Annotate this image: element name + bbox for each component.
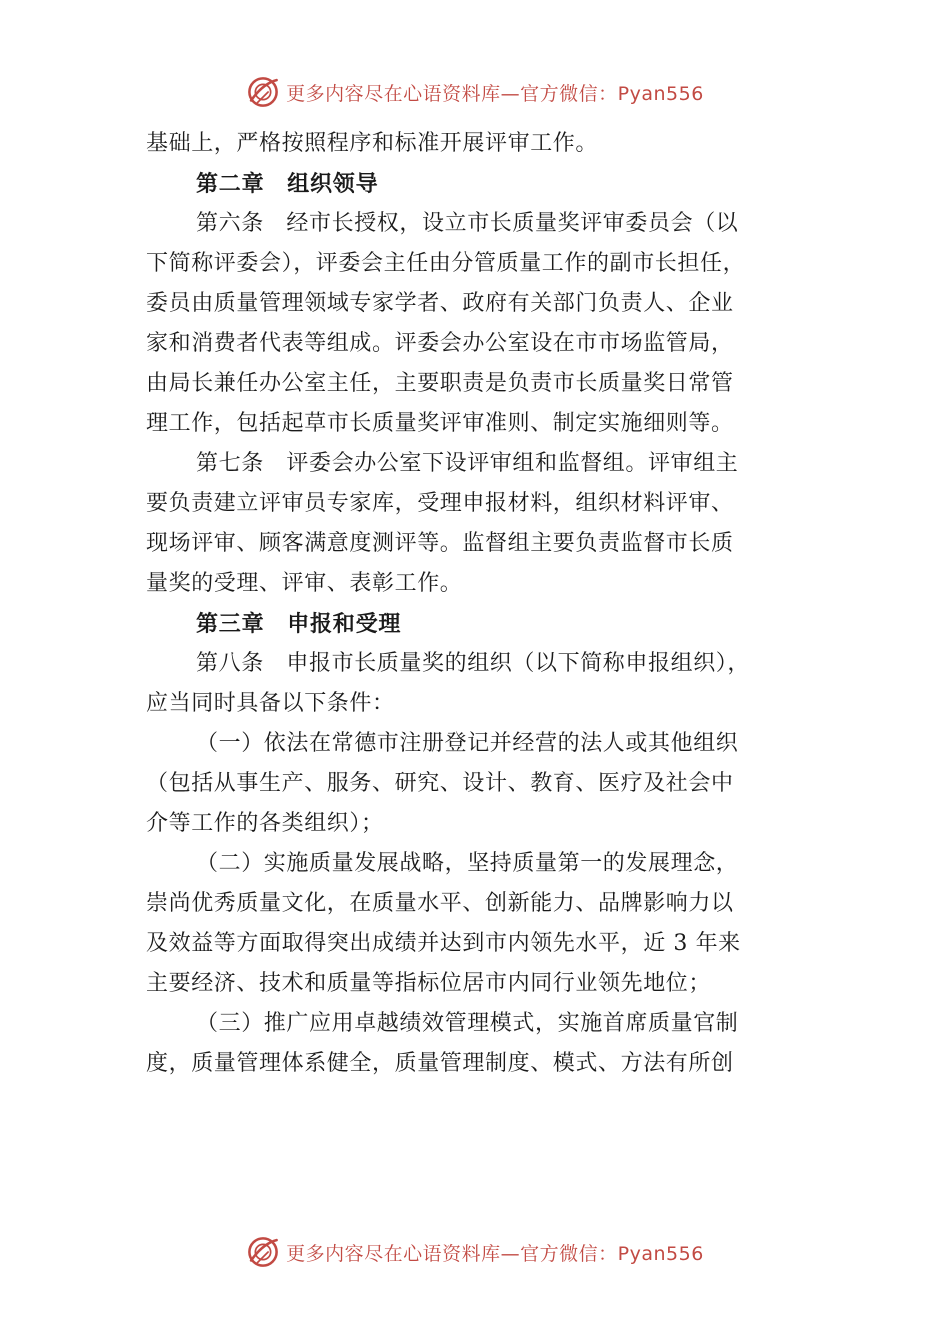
text-line: 要负责建立评审员专家库，受理申报材料，组织材料评审、 <box>146 491 734 516</box>
text-line: 家和消费者代表等组成。评委会办公室设在市市场监管局， <box>146 331 734 356</box>
text-line: 介等工作的各类组织）； <box>146 811 384 836</box>
text-line: 崇尚优秀质量文化，在质量水平、创新能力、品牌影响力以 <box>146 891 734 916</box>
text-line: 应当同时具备以下条件： <box>146 691 395 716</box>
text-line: 理工作，包括起草市长质量奖评审准则、制定实施细则等。 <box>146 411 734 436</box>
text-line: （三）推广应用卓越绩效管理模式，实施首席质量官制 <box>196 1011 739 1036</box>
text-line: 量奖的受理、评审、表彰工作。 <box>146 571 463 596</box>
text-line: 度，质量管理体系健全，质量管理制度、模式、方法有所创 <box>146 1051 734 1076</box>
circular-seal-logo-icon <box>246 1235 280 1269</box>
watermark-text: 更多内容尽在心语资料库—官方微信：Pyan556 <box>286 1242 704 1265</box>
watermark-text: 更多内容尽在心语资料库—官方微信：Pyan556 <box>286 82 704 105</box>
text-line: 现场评审、顾客满意度测评等。监督组主要负责监督市长质 <box>146 531 734 556</box>
text-line: （一）依法在常德市注册登记并经营的法人或其他组织 <box>196 731 739 756</box>
text-line: 主要经济、技术和质量等指标位居市内同行业领先地位； <box>146 971 712 996</box>
text-line: 第八条 申报市长质量奖的组织（以下简称申报组织）， <box>196 651 751 676</box>
chapter-heading: 第二章 组织领导 <box>196 171 379 197</box>
text-line: 由局长兼任办公室主任，主要职责是负责市长质量奖日常管 <box>146 371 734 396</box>
text-line: 第七条 评委会办公室下设评审组和监督组。评审组主 <box>196 451 739 476</box>
text-line: 基础上，严格按照程序和标准开展评审工作。 <box>146 131 599 156</box>
text-line: 及效益等方面取得突出成绩并达到市内领先水平，近 3 年来 <box>146 931 741 956</box>
text-line: 第六条 经市长授权，设立市长质量奖评审委员会（以 <box>196 211 739 236</box>
watermark-header <box>0 72 950 112</box>
document-body <box>146 124 810 1084</box>
text-line: 委员由质量管理领域专家学者、政府有关部门负责人、企业 <box>146 291 734 316</box>
chapter-heading: 第三章 申报和受理 <box>196 611 402 637</box>
watermark-footer <box>0 1232 950 1272</box>
text-line: 下简称评委会），评委会主任由分管质量工作的副市长担任， <box>146 251 746 276</box>
text-line: （二）实施质量发展战略，坚持质量第一的发展理念， <box>196 851 739 876</box>
text-line: （包括从事生产、服务、研究、设计、教育、医疗及社会中 <box>146 771 734 796</box>
circular-seal-logo-icon <box>246 75 280 109</box>
